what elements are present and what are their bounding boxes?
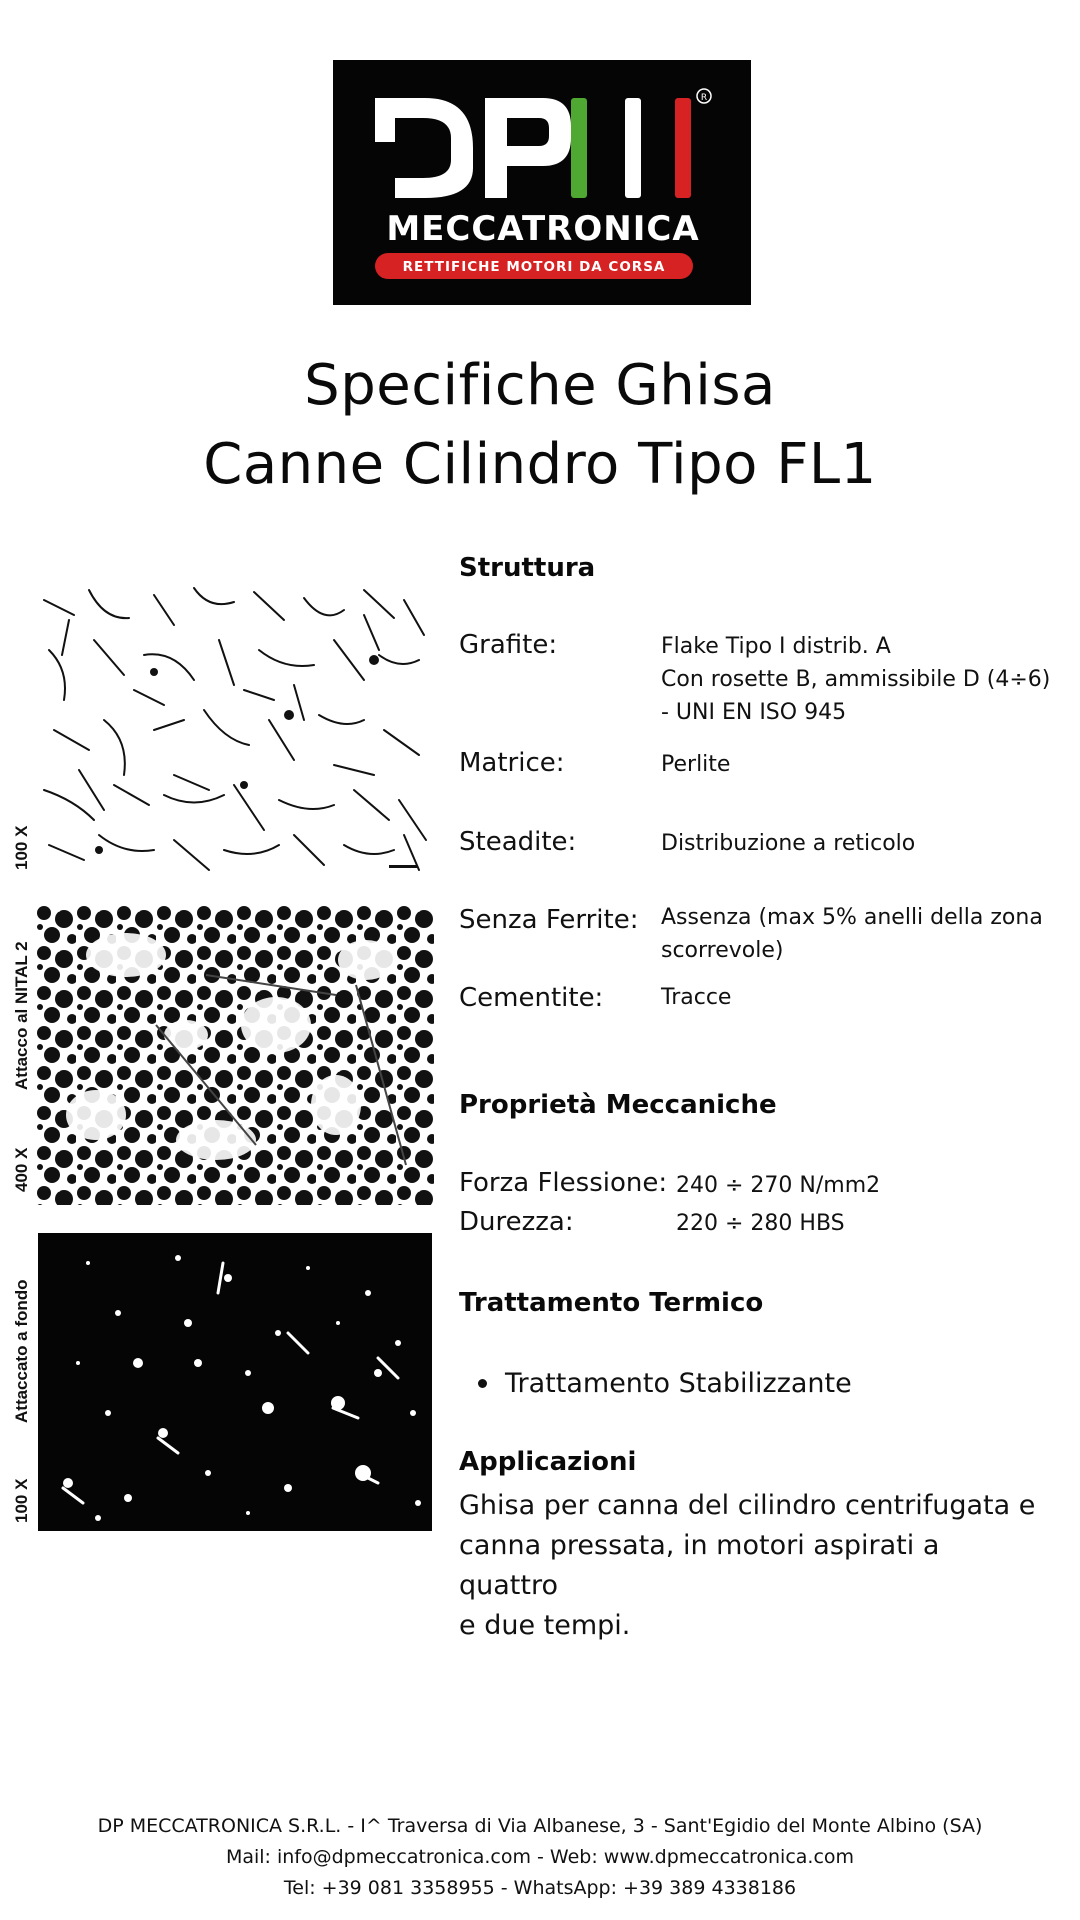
company-logo (333, 60, 751, 305)
heat-treatment-list-item: Trattamento Stabilizzante (478, 1368, 852, 1399)
label-grafite: Grafite: (459, 630, 558, 660)
micrograph-2-caption: Attacco al NITAL 2 (12, 941, 31, 1090)
micrograph-3 (0, 1228, 440, 1538)
value-cementite: Tracce (661, 985, 732, 1010)
micrograph-3-magnification: 100 X (12, 1478, 31, 1523)
micrograph-2-magnification: 400 X (12, 1147, 31, 1192)
micrograph-2 (0, 900, 440, 1210)
micrograph-3-caption: Attaccato a fondo (12, 1279, 31, 1423)
graphite-flakes-image-icon (34, 580, 432, 880)
value-forza-flessione: 240 ÷ 270 N/mm2 (676, 1173, 881, 1198)
section-heading-structure: Struttura (459, 553, 596, 583)
section-heading-applications: Applicazioni (459, 1447, 637, 1477)
value-steadite: Distribuzione a reticolo (661, 831, 916, 856)
page-title-line1: Specifiche Ghisa (304, 353, 776, 418)
section-heading-mechanical: Proprietà Meccaniche (459, 1090, 777, 1120)
svg-text:RETTIFICHE MOTORI DA CORSA: RETTIFICHE MOTORI DA CORSA (402, 259, 666, 275)
value-senza-ferrite: Assenza (max 5% anelli della zona scorrevole) (661, 905, 1043, 963)
value-grafite: Flake Tipo I distrib. A Con rosette B, ammissibile D (4÷6) - UNI EN ISO 945 (661, 634, 1051, 725)
value-matrice: Perlite (661, 752, 731, 777)
applications-text: Ghisa per canna del cilindro centrifugata e canna pressata, in motori aspirati a quattro e due tempi. (459, 1490, 1036, 1641)
micrograph-1-magnification: 100 X (12, 825, 31, 870)
nital-etched-image-icon (36, 905, 434, 1205)
deep-etched-image-icon (38, 1233, 432, 1531)
footer-phones: Tel: +39 081 3358955 - WhatsApp: +39 389 4338186 (283, 1877, 797, 1899)
label-steadite: Steadite: (459, 827, 577, 857)
label-cementite: Cementite: (459, 983, 604, 1013)
section-heading-heat-treatment: Trattamento Termico (459, 1288, 764, 1318)
label-durezza: Durezza: (459, 1207, 574, 1237)
footer-contacts: Mail: info@dpmeccatronica.com - Web: www.dpmeccatronica.com (225, 1846, 855, 1868)
svg-text:MECCATRONICA: MECCATRONICA (386, 209, 700, 249)
micrograph-1 (0, 575, 440, 885)
label-matrice: Matrice: (459, 748, 565, 778)
dp-meccatronica-logo-icon (333, 60, 751, 305)
label-forza-flessione: Forza Flessione: (459, 1168, 668, 1198)
svg-text:R: R (700, 93, 708, 103)
label-senza-ferrite: Senza Ferrite: (459, 905, 639, 935)
bullet-icon (478, 1379, 487, 1388)
footer-address: DP MECCATRONICA S.R.L. - I^ Traversa di Via Albanese, 3 - Sant'Egidio del Monte Albino (SA) (97, 1815, 983, 1837)
page-title-line2: Canne Cilindro Tipo FL1 (203, 432, 877, 497)
value-durezza: 220 ÷ 280 HBS (676, 1211, 845, 1236)
